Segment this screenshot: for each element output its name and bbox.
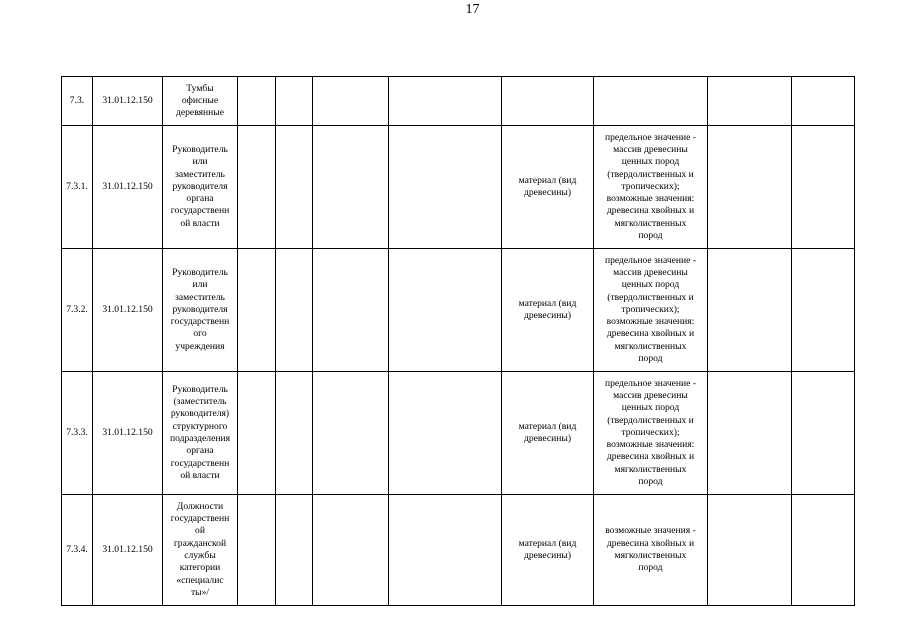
value-cell: предельное значение - массив древесины ценных пород (твердолиственных и тропических); возможные значения: древесина хвойных и мягколиственных пород <box>594 126 708 249</box>
value-cell: предельное значение - массив древесины ценных пород (твердолиственных и тропических); возможные значения: древесина хвойных и мягколиственных пород <box>594 249 708 372</box>
item-name-cell: Должности государственн ой гражданской службы категории «специалис ты»/ <box>163 495 238 606</box>
row-number-cell: 7.3.1. <box>62 126 93 249</box>
okpd-code-cell: 31.01.12.150 <box>93 372 163 495</box>
empty-cell <box>389 126 502 249</box>
item-name-cell: Руководитель или заместитель руководителя органа государственн ой власти <box>163 126 238 249</box>
okpd-code-cell: 31.01.12.150 <box>93 77 163 126</box>
empty-cell <box>276 126 313 249</box>
empty-cell <box>792 249 855 372</box>
empty-cell <box>238 372 276 495</box>
empty-cell <box>792 495 855 606</box>
empty-cell <box>238 77 276 126</box>
characteristic-cell: материал (вид древесины) <box>502 372 594 495</box>
empty-cell <box>389 495 502 606</box>
row-number-cell: 7.3. <box>62 77 93 126</box>
item-name-cell: Тумбы офисные деревянные <box>163 77 238 126</box>
okpd-code-cell: 31.01.12.150 <box>93 126 163 249</box>
empty-cell <box>276 249 313 372</box>
empty-cell <box>389 372 502 495</box>
empty-cell <box>313 126 389 249</box>
item-name-cell: Руководитель (заместитель руководителя) структурного подразделения органа государственн ой власти <box>163 372 238 495</box>
empty-cell <box>708 372 792 495</box>
page-number: 17 <box>465 2 480 17</box>
row-number-cell: 7.3.2. <box>62 249 93 372</box>
empty-cell <box>708 77 792 126</box>
empty-cell <box>238 126 276 249</box>
characteristic-cell: материал (вид древесины) <box>502 495 594 606</box>
empty-cell <box>389 249 502 372</box>
characteristic-cell: материал (вид древесины) <box>502 126 594 249</box>
empty-cell <box>792 77 855 126</box>
empty-cell <box>238 249 276 372</box>
requirements-table <box>61 76 855 606</box>
empty-cell <box>313 249 389 372</box>
empty-cell <box>313 495 389 606</box>
empty-cell <box>276 77 313 126</box>
empty-cell <box>708 495 792 606</box>
okpd-code-cell: 31.01.12.150 <box>93 249 163 372</box>
row-number-cell: 7.3.3. <box>62 372 93 495</box>
empty-cell <box>708 249 792 372</box>
empty-cell <box>313 77 389 126</box>
empty-cell <box>792 126 855 249</box>
okpd-code-cell: 31.01.12.150 <box>93 495 163 606</box>
characteristic-cell <box>502 77 594 126</box>
empty-cell <box>708 126 792 249</box>
empty-cell <box>276 372 313 495</box>
empty-cell <box>313 372 389 495</box>
table-row <box>62 249 855 372</box>
value-cell <box>594 77 708 126</box>
empty-cell <box>238 495 276 606</box>
table-row <box>62 495 855 606</box>
item-name-cell: Руководитель или заместитель руководителя государственн ого учреждения <box>163 249 238 372</box>
table-row <box>62 77 855 126</box>
table-body <box>62 77 855 606</box>
empty-cell <box>792 372 855 495</box>
empty-cell <box>276 495 313 606</box>
table-row <box>62 372 855 495</box>
characteristic-cell: материал (вид древесины) <box>502 249 594 372</box>
empty-cell <box>389 77 502 126</box>
value-cell: возможные значения - древесина хвойных и мягколиственных пород <box>594 495 708 606</box>
table-row <box>62 126 855 249</box>
row-number-cell: 7.3.4. <box>62 495 93 606</box>
value-cell: предельное значение - массив древесины ценных пород (твердолиственных и тропических); возможные значения: древесина хвойных и мягколиственных пород <box>594 372 708 495</box>
